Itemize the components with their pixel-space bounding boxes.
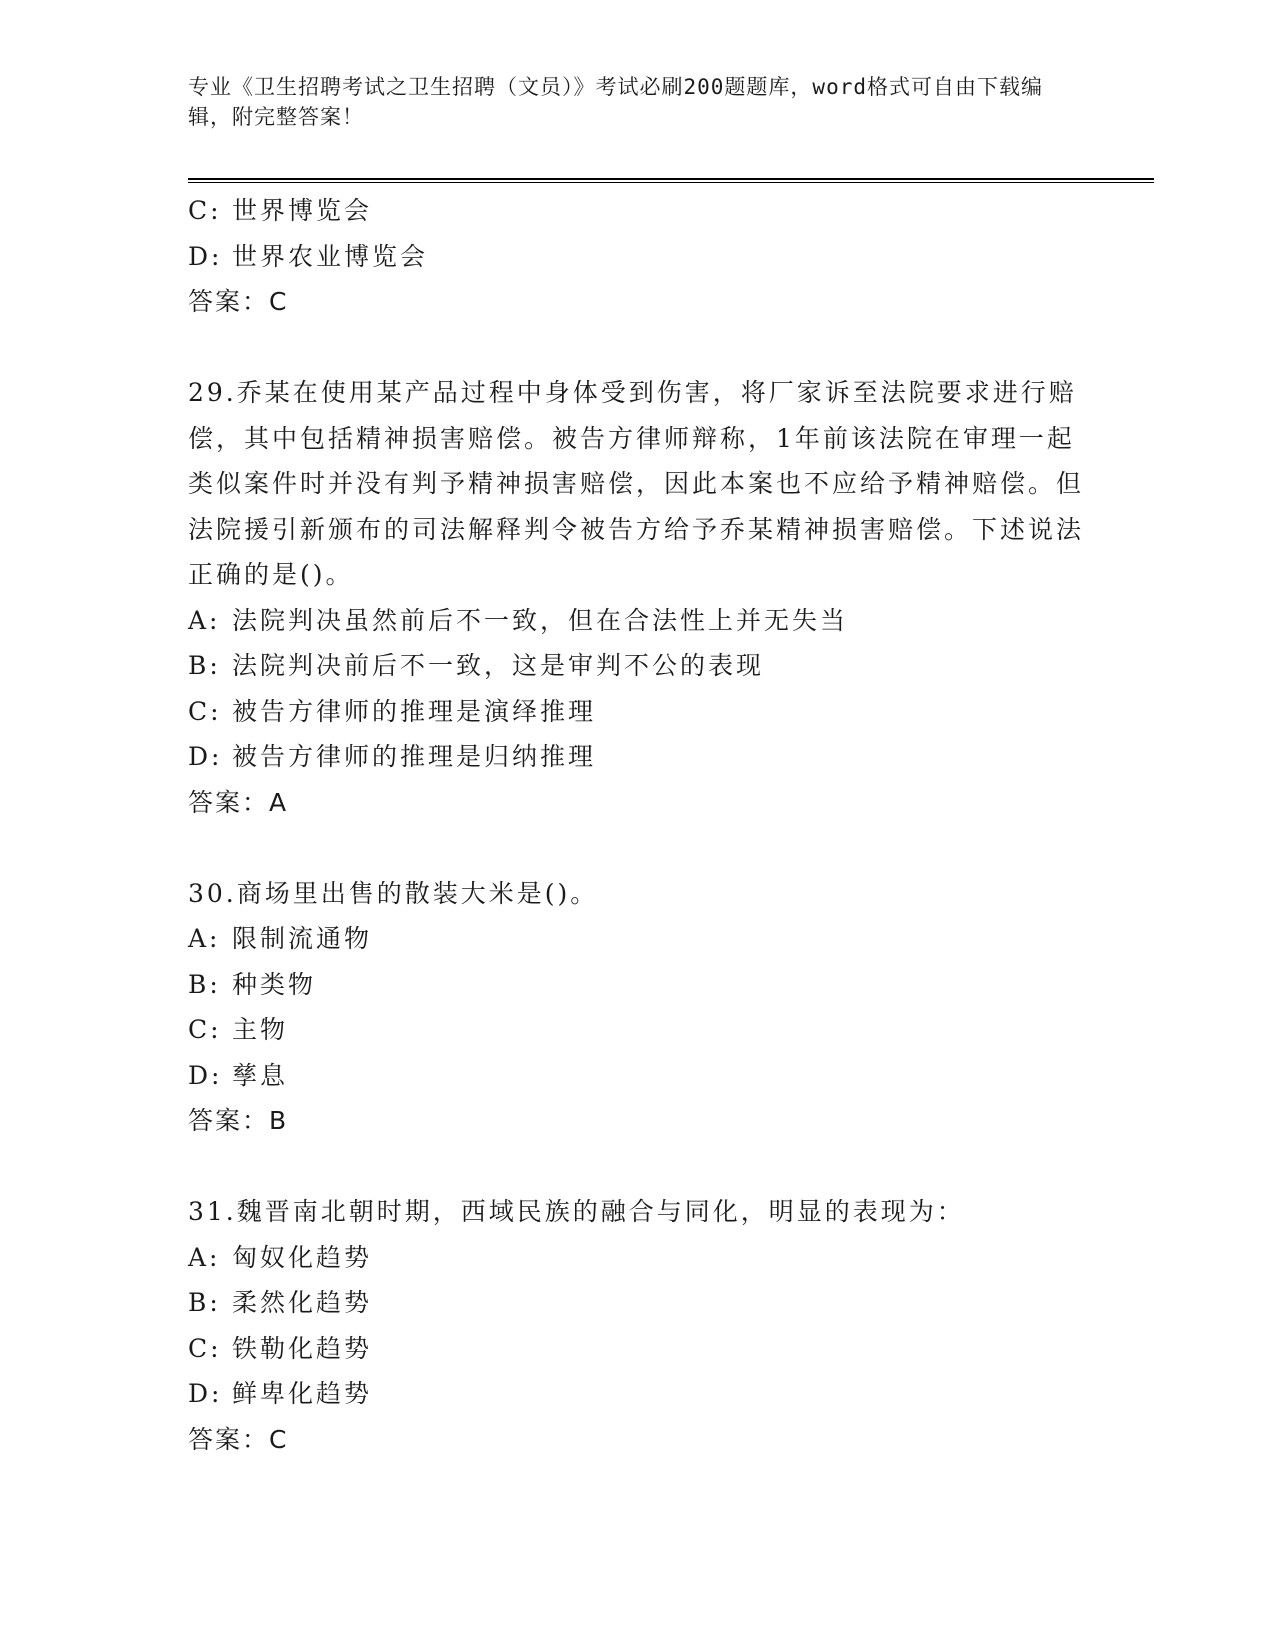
option-text: 法院判决前后不一致，这是审判不公的表现 [232,651,765,680]
option-c [188,1326,1088,1372]
option-text: 柔然化趋势 [232,1288,373,1317]
header-text: 专业《卫生招聘考试之卫生招聘（文员）》考试必刷200题题库，word格式可自由下载编辑，附完整答案！ [188,75,1043,129]
question-gap [188,325,1088,371]
option-key: B: [188,651,221,680]
option-key: D: [188,742,223,771]
option-text: 世界博览会 [232,196,373,225]
option-c [188,689,1088,735]
question-stem: 29.乔某在使用某产品过程中身体受到伤害，将厂家诉至法院要求进行赔偿，其中包括精神损害赔偿。被告方律师辩称，1年前该法院在审理一起类似案件时并没有判予精神损害赔偿，因此本案也不应给予精神赔偿。但法院援引新颁布的司法解释判令被告方给予乔某精神损害赔偿。下述说法正确的是()。 [188,378,1085,589]
header-divider [188,178,1154,180]
option-c [188,1007,1088,1053]
question-stem: 31.魏晋南北朝时期，西域民族的融合与同化，明显的表现为： [188,1197,965,1226]
option-key: A: [188,924,221,953]
document-body [188,188,1088,1462]
option-key: D: [188,1379,223,1408]
option-text: 限制流通物 [232,924,373,953]
answer: 答案：C [188,1424,289,1454]
question-31 [188,1189,1088,1462]
option-text: 铁勒化趋势 [232,1333,373,1363]
header-divider-thin [188,182,1154,183]
option-key: C: [188,1333,222,1363]
option-key: C: [188,696,222,726]
option-key: B: [188,1288,221,1317]
option-key: C: [188,1015,222,1044]
question-30 [188,871,1088,1144]
page-header [188,72,1068,132]
option-d [188,1053,1088,1099]
answer: 答案：B [188,1106,289,1135]
question-gap [188,1144,1088,1190]
question-gap [188,825,1088,871]
option-d [188,1371,1088,1417]
option-a [188,916,1088,962]
option-text: 法院判决虽然前后不一致，但在合法性上并无失当 [232,605,849,635]
option-text: 匈奴化趋势 [232,1242,373,1272]
option-c [188,188,1088,234]
option-a [188,1235,1088,1281]
answer: 答案：C [188,287,289,316]
option-text: 被告方律师的推理是演绎推理 [232,696,597,726]
option-text: 世界农业博览会 [232,241,429,271]
option-key: D: [188,241,223,271]
option-key: A: [188,1242,221,1272]
option-text: 孳息 [232,1060,289,1090]
option-text: 主物 [232,1015,289,1044]
option-b [188,643,1088,689]
question-continuation [188,188,1088,325]
option-text: 被告方律师的推理是归纳推理 [232,742,597,771]
option-key: B: [188,969,221,999]
option-d [188,234,1088,280]
question-stem: 30.商场里出售的散装大米是()。 [188,878,599,908]
option-text: 种类物 [232,969,317,999]
answer: 答案：A [188,787,289,817]
option-key: D: [188,1060,223,1090]
option-key: A: [188,605,221,635]
option-d [188,734,1088,780]
option-b [188,1280,1088,1326]
option-b [188,962,1088,1008]
option-text: 鲜卑化趋势 [232,1379,373,1408]
question-29 [188,370,1088,825]
option-a [188,598,1088,644]
option-key: C: [188,196,222,225]
